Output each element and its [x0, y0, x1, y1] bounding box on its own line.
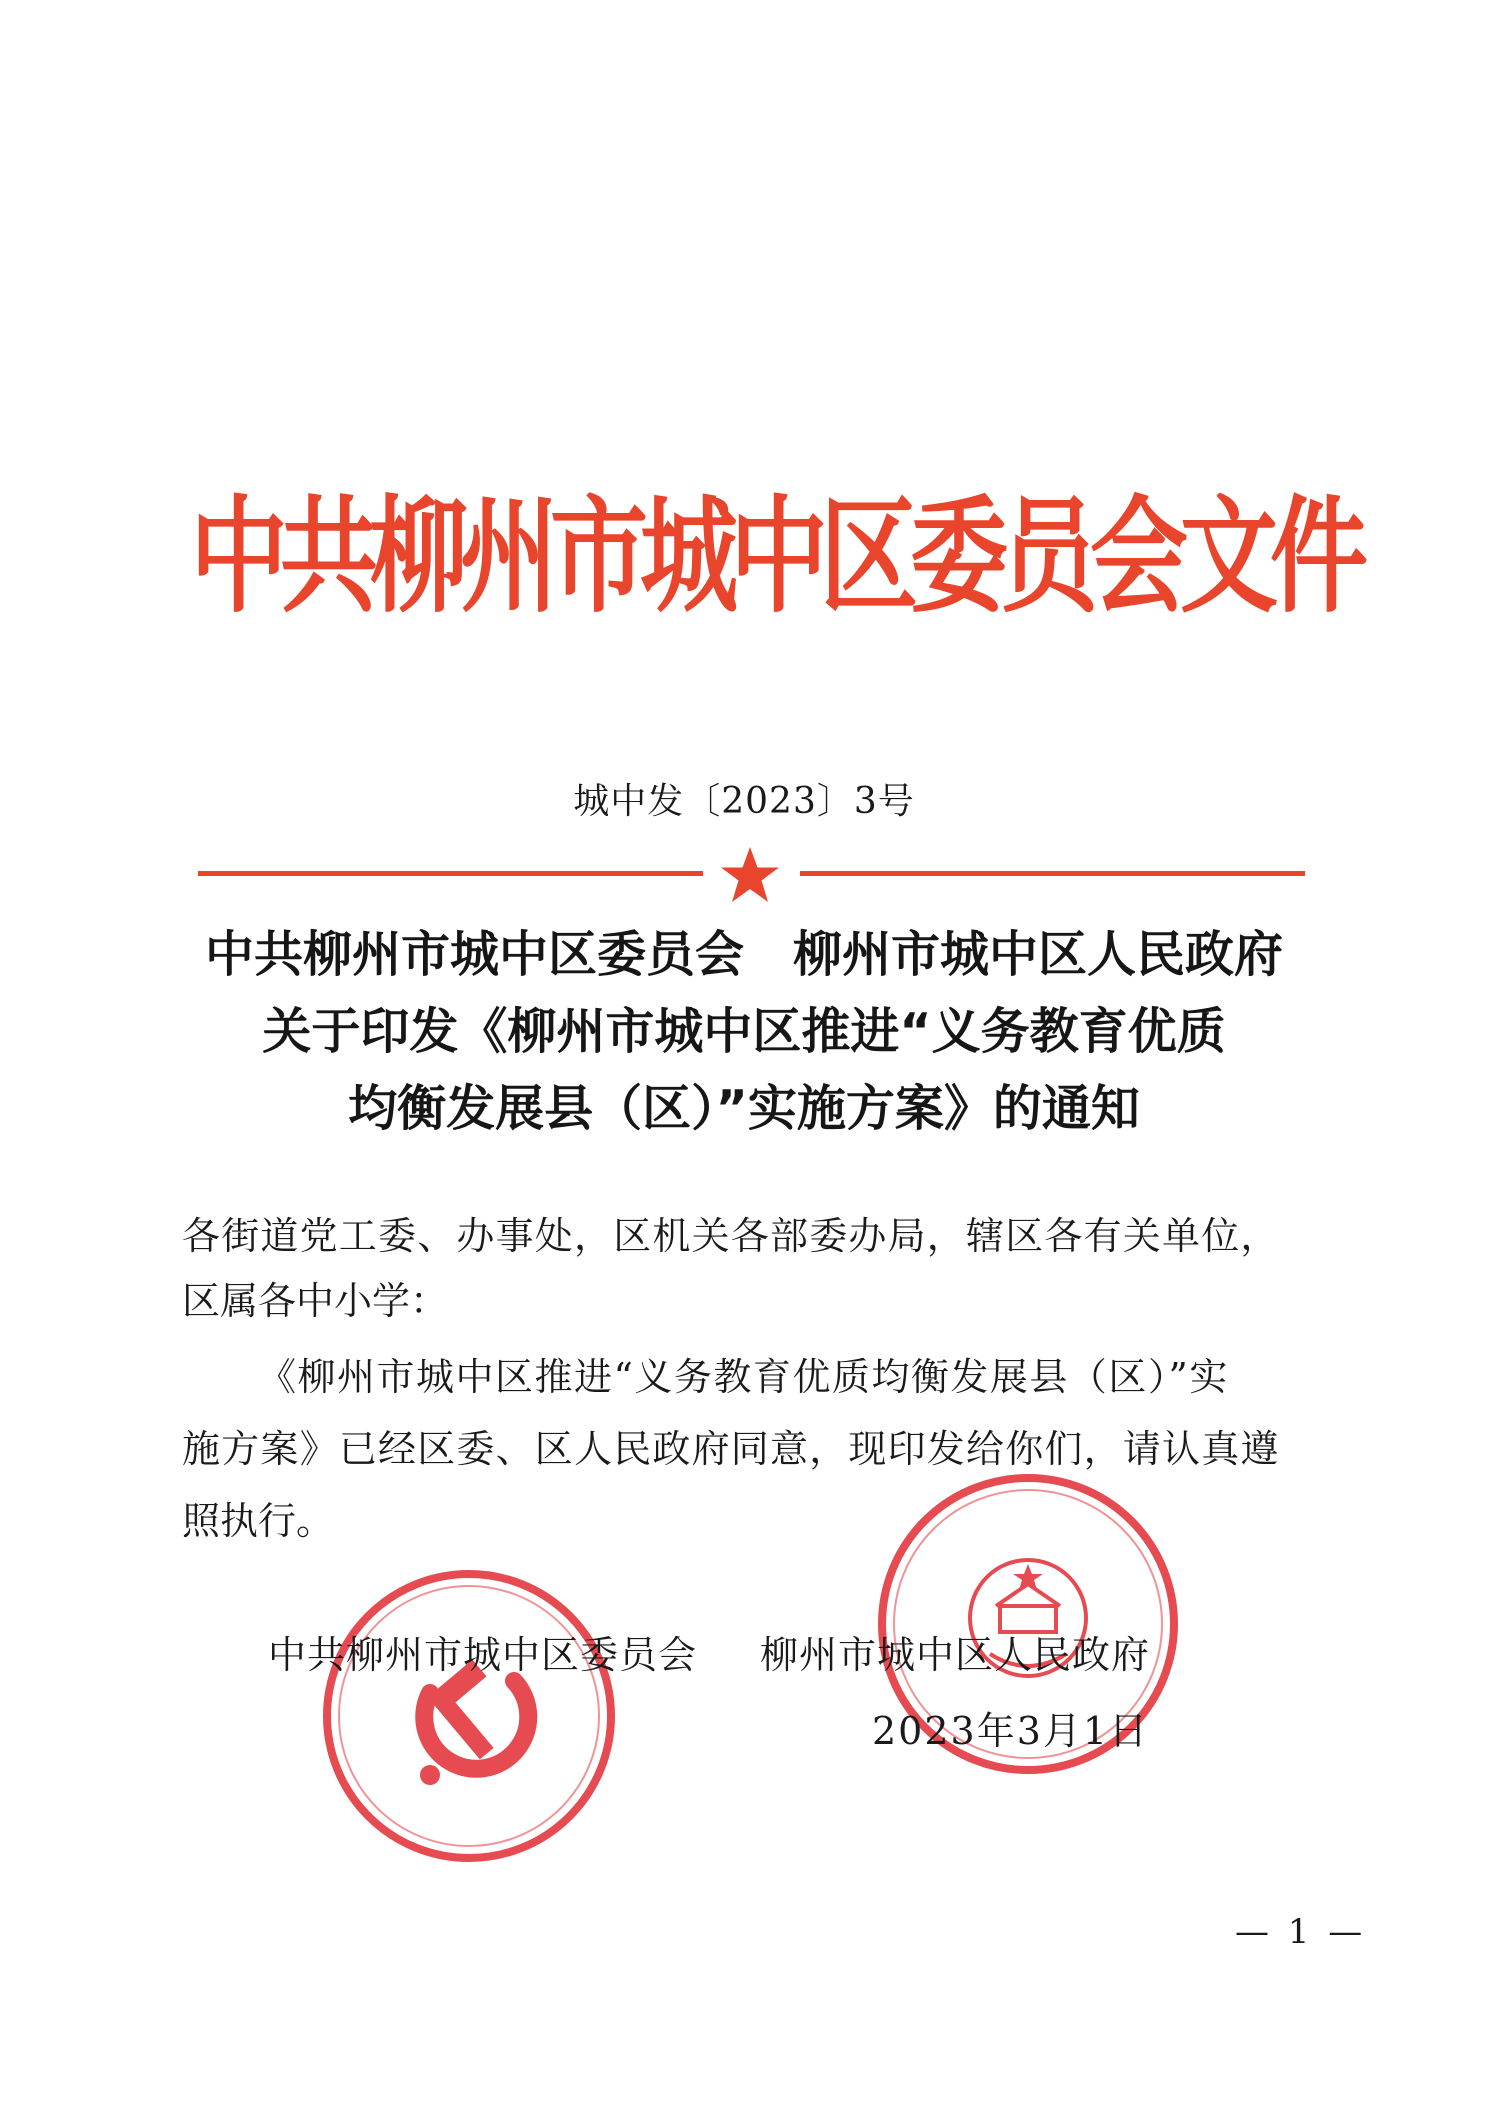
notice-title-line-2: 关于印发《柳州市城中区推进“义务教育优质 — [262, 1003, 1226, 1060]
document-number: 城中发〔2023〕3号 — [573, 781, 915, 822]
red-divider-left — [198, 871, 703, 876]
star-icon — [719, 845, 781, 905]
signature-date: 2023年3月1日 — [872, 1709, 1150, 1753]
party-committee-seal — [318, 1565, 620, 1867]
notice-title-line-1: 中共柳州市城中区委员会 柳州市城中区人民政府 — [204, 926, 1283, 983]
signature-government: 柳州市城中区人民政府 — [760, 1633, 1151, 1677]
document-masthead: 中共柳州市城中区委员会文件 — [190, 484, 1361, 631]
red-divider-right — [800, 871, 1305, 876]
page-number: — 1 — — [1235, 1912, 1367, 1952]
hammer-and-sickle-icon — [420, 1660, 528, 1785]
salutation-line-1: 各街道党工委、办事处，区机关各部委办局，辖区各有关单位， — [182, 1214, 1280, 1258]
body-paragraph-line-3: 照执行。 — [182, 1499, 335, 1543]
notice-title-line-3: 均衡发展县（区）”实施方案》的通知 — [348, 1080, 1140, 1137]
body-paragraph-line-2: 施方案》已经区委、区人民政府同意，现印发给你们，请认真遵 — [182, 1427, 1280, 1471]
body-paragraph-line-1: 《柳州市城中区推进“义务教育优质均衡发展县（区）”实 — [258, 1355, 1229, 1399]
salutation-line-2: 区属各中小学： — [182, 1279, 449, 1323]
signature-party-committee: 中共柳州市城中区委员会 — [268, 1633, 698, 1677]
